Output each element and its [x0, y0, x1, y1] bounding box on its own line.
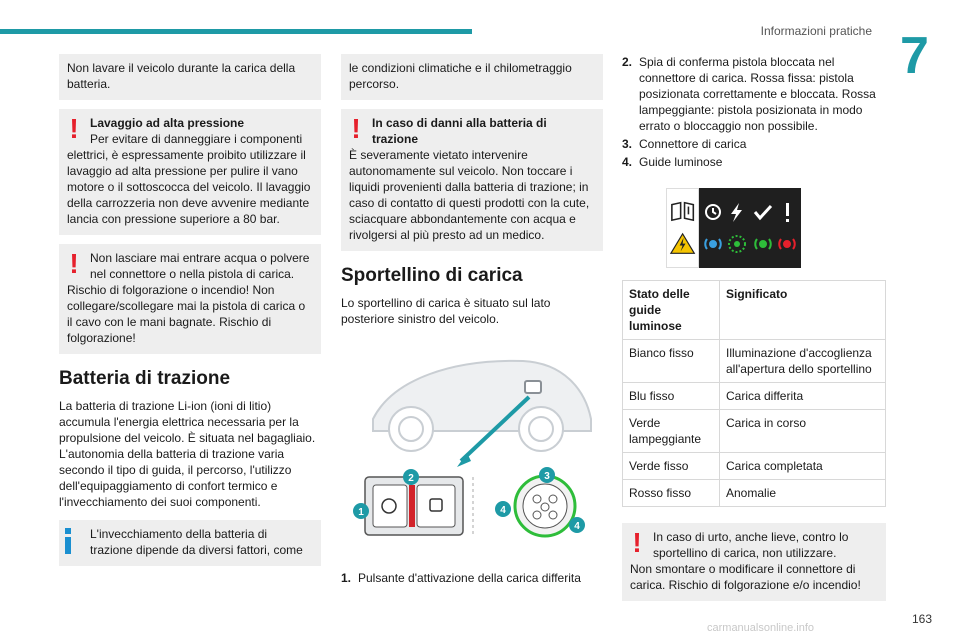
svg-text:4: 4 [574, 521, 580, 532]
warning-box-flap-impact [622, 523, 886, 601]
legend-list-2 [622, 54, 886, 170]
svg-text:4: 4 [500, 505, 506, 516]
info-text: L'invecchiamento della batteria di trazione dipende da diversi fattori, come [90, 527, 303, 557]
table-header-cell: Significato [720, 281, 886, 340]
warning-first-line: In caso di urto, anche lieve, contro lo sportellino di carica, non utilizzare. [653, 530, 849, 560]
list-item: 4. Guide luminose [622, 155, 723, 169]
table-cell: Blu fisso [623, 383, 720, 410]
charging-flap-illustration [358, 349, 595, 559]
table-row [623, 383, 886, 410]
warning-first-line: Non lasciare mai entrare acqua o polvere nel connettore o nella pistola di carica. [90, 251, 310, 281]
light-guide-blue-icon [705, 239, 721, 249]
warning-icon: ! [69, 113, 79, 144]
list-item: 3. Connettore di carica [622, 137, 747, 151]
light-guide-green-blinking-icon [729, 236, 745, 252]
clock-icon [706, 205, 720, 219]
panel-icons-dark [699, 188, 801, 268]
warning-text: elettrici, è espressamente proibito utilizzare il lavaggio ad alta pressione per pulire il vano motore o il sottoscocca del veicolo. Il lavaggio della carrozzeria non deve avvenire mediante lancia con pressione superiore a 80 bar. [67, 148, 311, 226]
table-cell: Anomalie [720, 480, 886, 507]
column-1 [59, 54, 321, 575]
table-cell: Bianco fisso [623, 340, 720, 383]
callout-3 [539, 467, 555, 483]
section-title: Informazioni pratiche [760, 24, 872, 38]
list-item: 2. Spia di conferma pistola bloccata nel connettore di carica. Rossa fissa: pistola posizionata correttamente e bloccata. Rossa lampeggiante: pistola posizionata in modo errato o bloccaggio non possibile. [622, 55, 876, 133]
warning-icon: ! [632, 527, 642, 558]
warning-box-battery-damage [341, 109, 603, 251]
warning-icon: ! [351, 113, 361, 144]
column-2 [341, 54, 603, 588]
watermark: carmanualsonline.info [707, 622, 815, 634]
callout-2 [403, 469, 419, 485]
table-header-row [623, 281, 886, 340]
table-cell: Verde lampeggiante [623, 410, 720, 453]
table-cell: Carica in corso [720, 410, 886, 453]
book-info-icon [672, 203, 693, 221]
svg-text:1: 1 [358, 507, 364, 518]
table-row [623, 410, 886, 453]
warning-text: Rischio di folgorazione o incendio! Non collegare/scollegare mai la pistola di carica o il cavo con le mani bagnate. Rischio di folgorazione! [67, 283, 306, 345]
table-cell: Illuminazione d'accoglienza all'apertura dello sportellino [720, 340, 886, 383]
table-cell: Carica differita [720, 383, 886, 410]
light-guide-red-icon [779, 239, 795, 249]
page-number: 163 [912, 612, 933, 626]
warning-text: Non smontare o modificare il connettore di carica. Rischio di folgorazione e/o incendio! [630, 562, 861, 592]
note-box: Non lavare il veicolo durante la carica della batteria. [59, 54, 321, 100]
charging-connector-icon [515, 476, 575, 536]
info-box-battery-aging [59, 520, 321, 566]
warning-title: In caso di danni alla batteria di trazione [372, 116, 547, 146]
table-cell: Verde fisso [623, 453, 720, 480]
callout-1 [353, 503, 369, 519]
warning-box-water-dust [59, 244, 321, 354]
check-icon [755, 206, 771, 218]
table-row [623, 480, 886, 507]
heading-traction-battery: Batteria di trazione [59, 368, 231, 389]
column-3 [622, 54, 886, 610]
heading-charging-flap: Sportellino di carica [341, 265, 523, 286]
warning-icon: ! [69, 248, 79, 279]
car-rear-outline-icon [373, 361, 591, 451]
callout-4-left [495, 501, 511, 517]
table-cell: Carica completata [720, 453, 886, 480]
flap-panel-icon [365, 477, 463, 535]
header-accent-bar [0, 29, 472, 34]
electric-hazard-icon [671, 234, 694, 253]
info-icon [65, 528, 71, 554]
status-lights-panel [666, 188, 800, 268]
warning-text: È severamente vietato intervenire autonomamente sul veicolo. Non toccare i liquidi provenienti dalla batteria di trazione; in caso di contatto di questi prodotti con la cute, sciacquare abbondantemente con acqua e rivolgersi al più presto ad un medico. [349, 148, 590, 242]
paragraph-charging-flap: Lo sportellino di carica è situato sul lato posteriore sinistro del veicolo. [341, 296, 551, 326]
table-row [623, 340, 886, 383]
table-cell: Rosso fisso [623, 480, 720, 507]
callout-4-right [569, 517, 585, 533]
chapter-number: 7 [900, 27, 929, 85]
panel-icons-white [666, 188, 699, 268]
list-item: 1. Pulsante d'attivazione della carica differita [341, 571, 581, 585]
warning-first-line: Per evitare di danneggiare i componenti [90, 132, 303, 146]
warning-box-pressure-washing [59, 109, 321, 235]
svg-text:2: 2 [408, 473, 414, 484]
legend-list-1 [341, 570, 603, 586]
light-guides-table [622, 280, 886, 507]
table-header-cell: Stato delle guide luminose [623, 281, 720, 340]
light-guide-green-icon [755, 239, 771, 249]
paragraph-battery: La batteria di trazione Li-ion (ioni di litio) accumula l'energia elettrica necessaria per la propulsione del veicolo. È situata nel bagagliaio. L'autonomia della batteria di trazione varia secondo il tipo di guida, il percorso, l'utilizzo dell'equipaggiamento di confort termico e l'invecchiamento dei suoi componenti. [59, 399, 316, 509]
exclamation-icon [786, 203, 789, 222]
lightning-icon [731, 203, 742, 222]
svg-text:3: 3 [544, 471, 550, 482]
warning-title: Lavaggio ad alta pressione [90, 116, 245, 130]
note-box-continued: le condizioni climatiche e il chilometraggio percorso. [341, 54, 603, 100]
table-row [623, 453, 886, 480]
